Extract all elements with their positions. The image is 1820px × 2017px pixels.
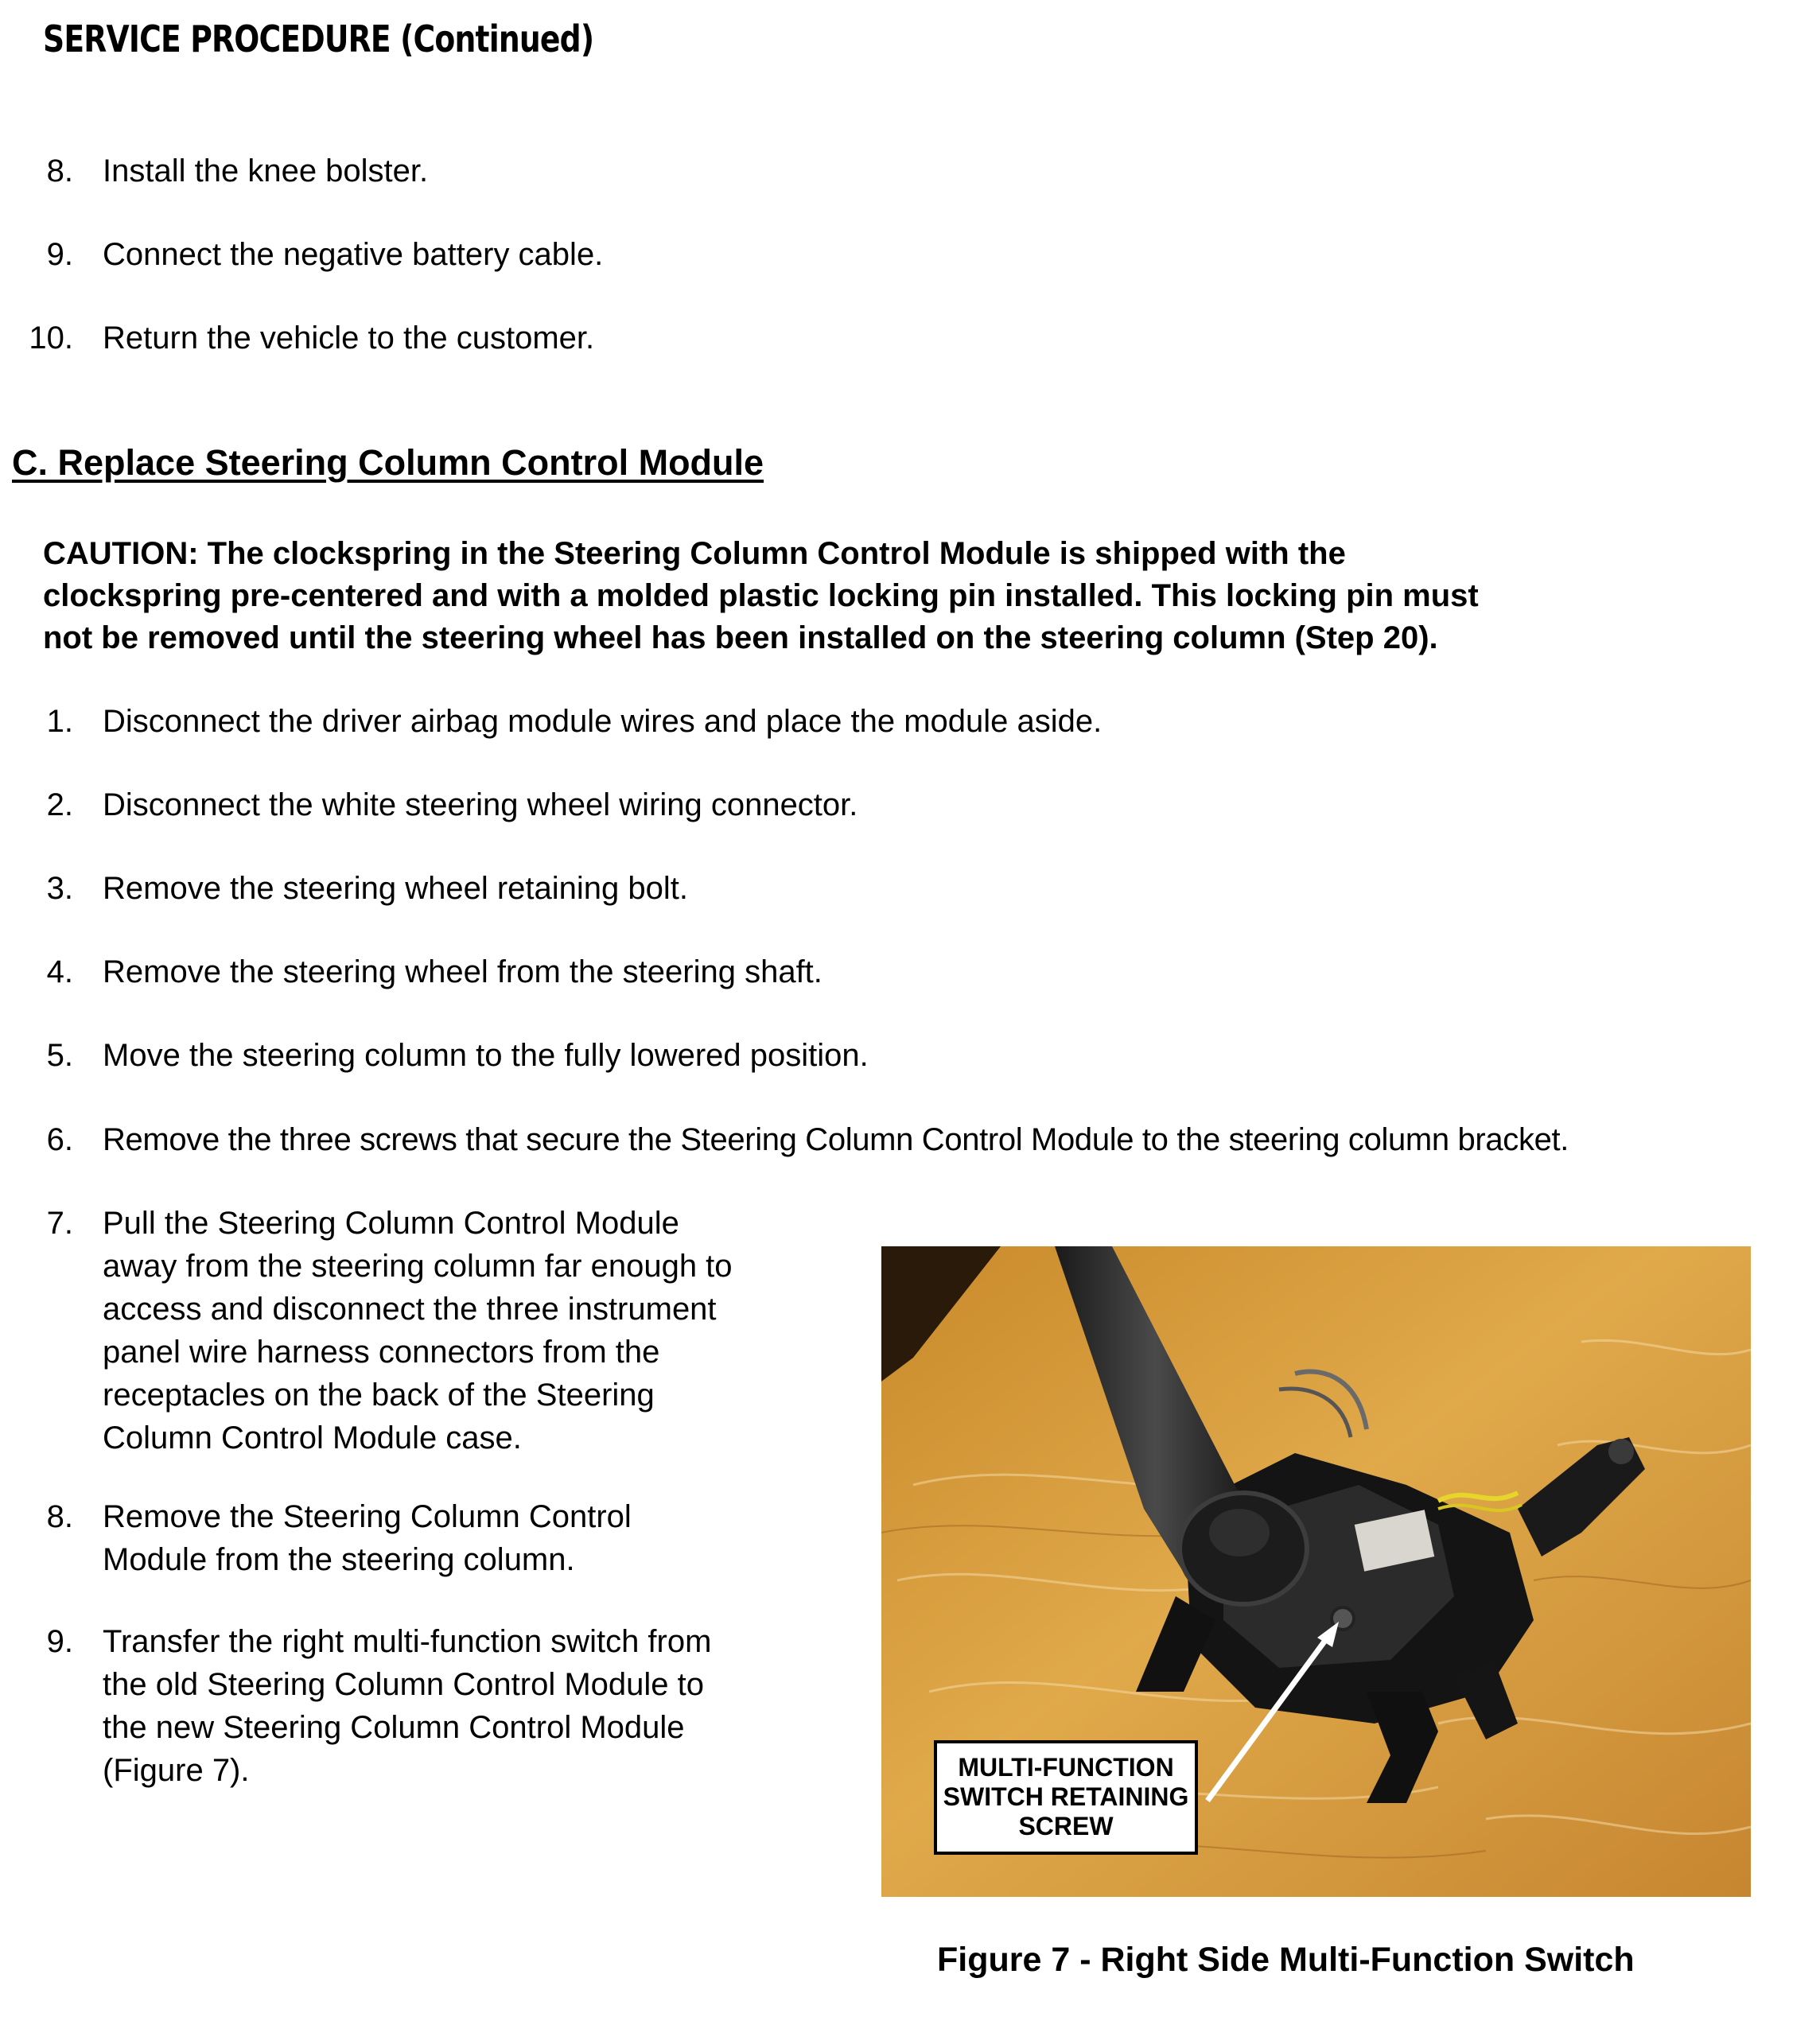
step-text-line: panel wire harness connectors from the xyxy=(103,1335,660,1370)
step-text: Move the steering column to the fully lowered position. xyxy=(103,1038,869,1073)
step-text: Disconnect the driver airbag module wires and place the module aside. xyxy=(103,704,1102,739)
step-text-line: the old Steering Column Control Module to xyxy=(103,1667,704,1702)
step-text-line: the new Steering Column Control Module xyxy=(103,1710,685,1745)
step-number: 10. xyxy=(29,321,73,356)
step-text-line: (Figure 7). xyxy=(103,1753,250,1788)
caution-line: not be removed until the steering wheel has been installed on the steering column (Step 20). xyxy=(43,620,1438,655)
step-text: Remove the three screws that secure the Steering Column Control Module to the steering column bracket. xyxy=(103,1122,1569,1157)
step-text: Disconnect the white steering wheel wiring connector. xyxy=(103,787,858,822)
figure-callout-label xyxy=(934,1740,1198,1855)
step-number: 5. xyxy=(46,1038,73,1073)
step-number: 4. xyxy=(46,954,73,989)
step-number: 3. xyxy=(46,871,73,906)
caution-line: CAUTION: The clockspring in the Steering Column Control Module is shipped with the xyxy=(43,536,1346,571)
step-number: 2. xyxy=(46,787,73,822)
step-text: Connect the negative battery cable. xyxy=(103,237,604,272)
step-text-line: Remove the Steering Column Control xyxy=(103,1499,632,1534)
section-heading: C. Replace Steering Column Control Module xyxy=(12,442,764,483)
page-header: SERVICE PROCEDURE (Continued) xyxy=(43,17,594,60)
step-text-line: receptacles on the back of the Steering xyxy=(103,1378,655,1413)
step-text xyxy=(103,1202,733,1459)
callout-line: SCREW xyxy=(1018,1812,1114,1840)
step-text-line: Column Control Module case. xyxy=(103,1420,522,1455)
step-text-line: access and disconnect the three instrument xyxy=(103,1292,717,1327)
step-text-line: Module from the steering column. xyxy=(103,1542,575,1577)
step-text xyxy=(103,1620,711,1792)
step-text-line: Transfer the right multi-function switch from xyxy=(103,1624,712,1659)
caution-note xyxy=(43,533,1785,659)
step-text: Install the knee bolster. xyxy=(103,154,429,188)
step-number: 9. xyxy=(46,237,73,272)
caution-line: clockspring pre-centered and with a molded plastic locking pin installed. This locking pin must xyxy=(43,578,1479,613)
step-number: 7. xyxy=(46,1206,73,1241)
step-number: 1. xyxy=(46,704,73,739)
step-number: 8. xyxy=(46,1499,73,1534)
step-number: 9. xyxy=(46,1624,73,1659)
step-text: Remove the steering wheel retaining bolt. xyxy=(103,871,688,906)
step-number: 8. xyxy=(46,154,73,188)
callout-line: MULTI-FUNCTION xyxy=(958,1753,1174,1782)
step-text-line: away from the steering column far enough to xyxy=(103,1249,733,1284)
figure-caption: Figure 7 - Right Side Multi-Function Switch xyxy=(937,1941,1635,1979)
step-text: Remove the steering wheel from the steering shaft. xyxy=(103,954,822,989)
callout-line: SWITCH RETAINING xyxy=(943,1782,1189,1811)
step-text: Return the vehicle to the customer. xyxy=(103,321,595,356)
step-text xyxy=(103,1495,632,1581)
step-number: 6. xyxy=(46,1122,73,1157)
step-text-line: Pull the Steering Column Control Module xyxy=(103,1206,679,1241)
